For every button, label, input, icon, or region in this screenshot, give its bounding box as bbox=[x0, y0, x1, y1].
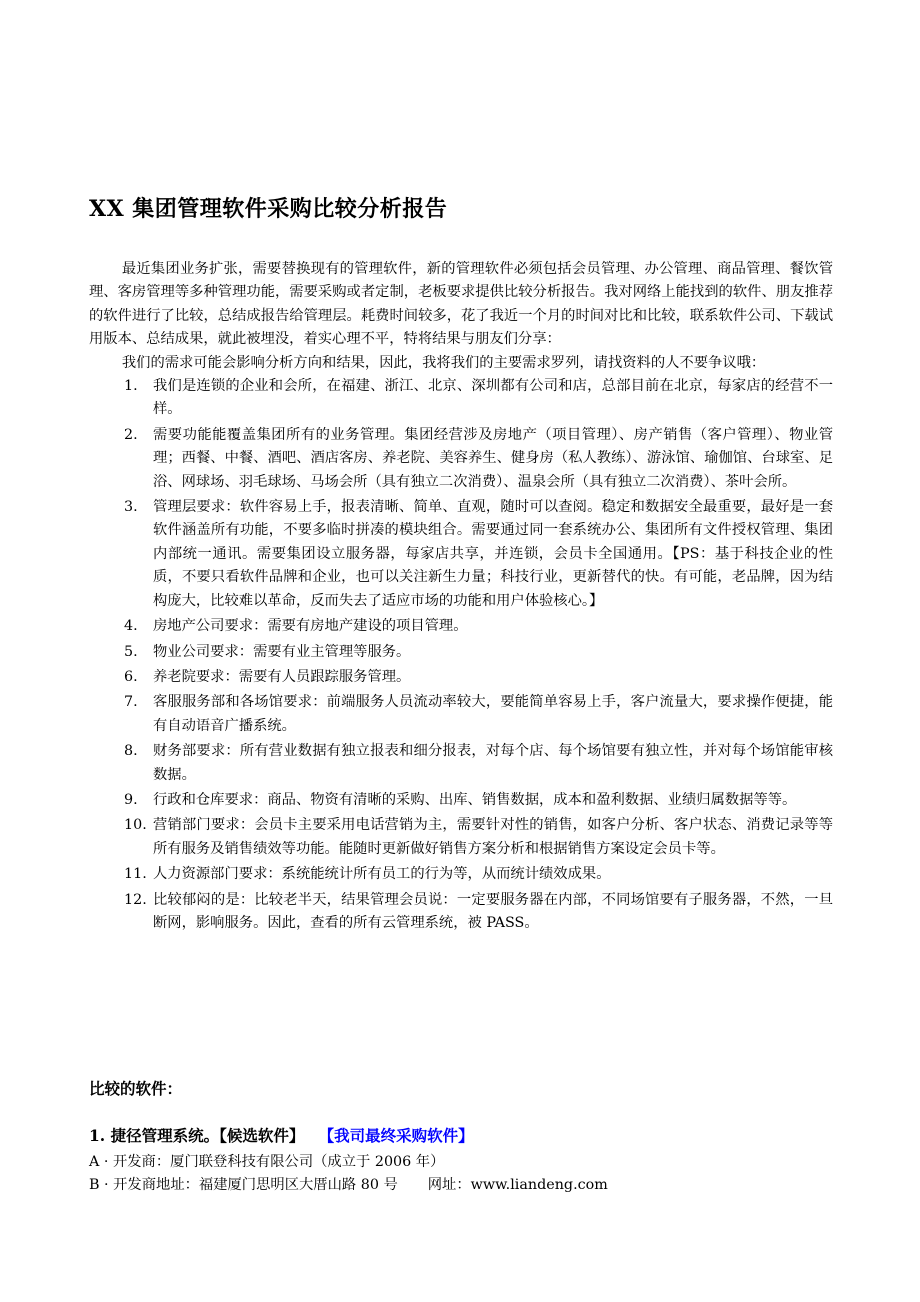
list-item-number: 9. bbox=[124, 791, 138, 808]
developer-line: A · 开发商：厦门联登科技有限公司（成立于 2006 年） bbox=[89, 1154, 445, 1170]
list-item bbox=[89, 424, 833, 494]
compared-software-heading: 比较的软件： bbox=[89, 1079, 183, 1098]
list-item-text: 房地产公司要求：需要有房地产建设的项目管理。 bbox=[153, 618, 468, 635]
list-item bbox=[89, 691, 833, 738]
requirements-list bbox=[89, 375, 833, 935]
list-item-text: 客服服务部和各场馆要求：前端服务人员流动率较大，要能简单容易上手，客户流量大，要求操作便捷，能有自动语音广播系统。 bbox=[153, 694, 833, 734]
document-title: XX 集团管理软件采购比较分析报告 bbox=[89, 196, 448, 222]
list-item-text: 营销部门要求：会员卡主要采用电话营销为主，需要针对性的销售，如客户分析、客户状态、消费记录等等所有服务及销售绩效等功能。能随时更新做好销售方案分析和根据销售方案设定会员卡等。 bbox=[153, 817, 833, 857]
list-item-number: 5. bbox=[124, 643, 138, 660]
list-item bbox=[89, 666, 833, 689]
software-1-title: 1. 捷径管理系统。【候选软件】 bbox=[89, 1126, 305, 1145]
document-body bbox=[89, 258, 833, 937]
list-item bbox=[89, 814, 833, 861]
list-item-number: 10. bbox=[124, 817, 147, 834]
list-item-text: 养老院要求：需要有人员跟踪服务管理。 bbox=[153, 668, 411, 685]
list-item-text: 物业公司要求：需要有业主管理等服务。 bbox=[153, 643, 411, 660]
list-item bbox=[89, 375, 833, 422]
list-item-number: 2. bbox=[124, 426, 138, 443]
list-item-text: 我们是连锁的企业和会所，在福建、浙江、北京、深圳都有公司和店，总部目前在北京，每家店的经营不一样。 bbox=[153, 378, 833, 418]
list-item bbox=[89, 789, 833, 812]
intro-paragraph-2: 我们的需求可能会影响分析方向和结果，因此，我将我们的主要需求罗列，请找资料的人不要争议哦： bbox=[121, 354, 766, 371]
list-item-number: 8. bbox=[124, 743, 138, 760]
developer-address: B · 开发商地址：福建厦门思明区大厝山路 80 号 bbox=[89, 1177, 398, 1193]
final-purchase-tag: 【我司最终采购软件】 bbox=[326, 1126, 474, 1145]
list-item bbox=[89, 496, 833, 613]
list-item-number: 12. bbox=[124, 891, 147, 908]
list-item-number: 11. bbox=[124, 866, 147, 883]
list-item bbox=[89, 863, 833, 886]
list-item bbox=[89, 641, 833, 664]
list-item-number: 1. bbox=[124, 378, 138, 395]
developer-address-line bbox=[89, 1174, 608, 1196]
list-item-number: 6. bbox=[124, 668, 138, 685]
list-item bbox=[89, 740, 833, 787]
list-item-text: 人力资源部门要求：系统能统计所有员工的行为等，从而统计绩效成果。 bbox=[153, 866, 611, 883]
list-item-number: 3. bbox=[124, 499, 138, 516]
list-item-text: 比较郁闷的是：比较老半天，结果管理会员说：一定要服务器在内部，不同场馆要有子服务器，不然，一旦断网，影响服务。因此，查看的所有云管理系统，被 PASS。 bbox=[153, 891, 833, 931]
list-item-text: 管理层要求：软件容易上手，报表清晰、简单、直观，随时可以查阅。稳定和数据安全最重要，最好是一套软件涵盖所有功能，不要多临时拼凑的模块组合。需要通过同一套系统办公、集团所有文件授权管理、集团内部统一通讯。需要集团设立服务器，每家店共享，并连锁，会员卡全国通用。【PS：基于科技企业的性质，不要只看软件品牌和企业，也可以关注新生力量；科技行业，更新替代的快。有可能，老品牌，因为结构庞大，比较难以革命，反而失去了适应市场的功能和用户体验核心。】 bbox=[153, 499, 833, 609]
list-item-text: 行政和仓库要求：商品、物资有清晰的采购、出库、销售数据，成本和盈利数据、业绩归属数据等等。 bbox=[153, 791, 797, 808]
list-item bbox=[89, 615, 833, 638]
list-item-number: 7. bbox=[124, 694, 138, 711]
list-item-text: 财务部要求：所有营业数据有独立报表和细分报表，对每个店、每个场馆要有独立性，并对每个场馆能审核数据。 bbox=[153, 743, 833, 783]
intro-paragraph-1: 最近集团业务扩张，需要替换现有的管理软件，新的管理软件必须包括会员管理、办公管理、商品管理、餐饮管理、客房管理等多种管理功能，需要采购或者定制，老板要求提供比较分析报告。我对网络上能找到的软件、朋友推荐的软件进行了比较，总结成报告给管理层。耗费时间较多，花了我近一个月的时间对比和比较，联系软件公司、下载试用版本、总结成果，就此被埋没，着实心理不平，特将结果与朋友们分享： bbox=[89, 261, 833, 348]
list-item bbox=[89, 889, 833, 936]
list-item-number: 4. bbox=[124, 618, 138, 635]
list-item-text: 需要功能能覆盖集团所有的业务管理。集团经营涉及房地产（项目管理）、房产销售（客户管理）、物业管理；西餐、中餐、酒吧、酒店客房、养老院、美容养生、健身房（私人教练）、游泳馆、瑜伽馆、台球室、足浴、网球场、羽毛球场、马场会所（具有独立二次消费）、温泉会所（具有独立二次消费）、茶叶会所。 bbox=[153, 426, 833, 490]
software-1-heading bbox=[89, 1124, 474, 1148]
developer-website: 网址：www.liandeng.com bbox=[427, 1177, 608, 1193]
